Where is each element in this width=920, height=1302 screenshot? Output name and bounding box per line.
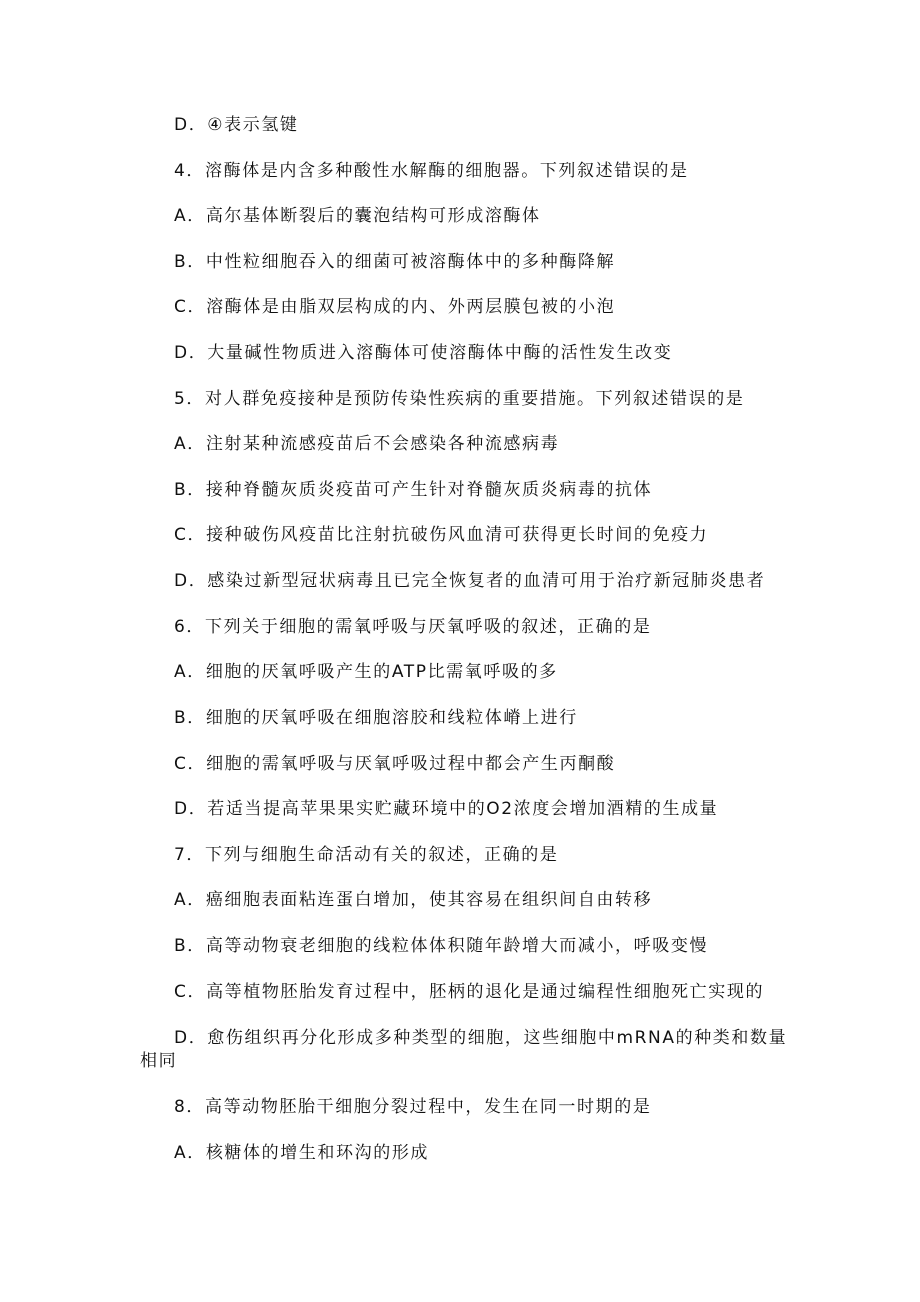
q7-option-a: A．癌细胞表面粘连蛋白增加，使其容易在组织间自由转移 — [174, 890, 653, 910]
q6-stem: 6．下列关于细胞的需氧呼吸与厌氧呼吸的叙述，正确的是 — [174, 617, 652, 637]
q4-stem: 4．溶酶体是内含多种酸性水解酶的细胞器。下列叙述错误的是 — [174, 161, 689, 181]
q4-option-a: A．高尔基体断裂后的囊泡结构可形成溶酶体 — [174, 206, 541, 226]
q6-option-d: D．若适当提高苹果果实贮藏环境中的O2浓度会增加酒精的生成量 — [174, 799, 719, 819]
q5-option-d: D．感染过新型冠状病毒且已完全恢复者的血清可用于治疗新冠肺炎患者 — [174, 571, 766, 591]
q7-option-d: D．愈伤组织再分化形成多种类型的细胞，这些细胞中mRNA的种类和数量 — [174, 1028, 788, 1048]
q4-option-d: D．大量碱性物质进入溶酶体可使溶酶体中酶的活性发生改变 — [174, 343, 673, 363]
q7-option-c: C．高等植物胚胎发育过程中，胚柄的退化是通过编程性细胞死亡实现的 — [174, 982, 765, 1002]
q7-option-d-continuation: 相同 — [140, 1051, 178, 1071]
q6-option-c: C．细胞的需氧呼吸与厌氧呼吸过程中都会产生丙酮酸 — [174, 754, 616, 774]
q6-option-b: B．细胞的厌氧呼吸在细胞溶胶和线粒体嵴上进行 — [174, 708, 578, 728]
q4-option-b: B．中性粒细胞吞入的细菌可被溶酶体中的多种酶降解 — [174, 252, 616, 272]
q5-option-c: C．接种破伤风疫苗比注射抗破伤风血清可获得更长时间的免疫力 — [174, 525, 709, 545]
q5-option-b: B．接种脊髓灰质炎疫苗可产生针对脊髓灰质炎病毒的抗体 — [174, 480, 653, 500]
q8-option-a: A．核糖体的增生和环沟的形成 — [174, 1143, 430, 1163]
q5-stem: 5．对人群免疫接种是预防传染性疾病的重要措施。下列叙述错误的是 — [174, 389, 745, 409]
q6-option-a: A．细胞的厌氧呼吸产生的ATP比需氧呼吸的多 — [174, 662, 558, 682]
q7-option-b: B．高等动物衰老细胞的线粒体体积随年龄增大而减小，呼吸变慢 — [174, 936, 709, 956]
q5-option-a: A．注射某种流感疫苗后不会感染各种流感病毒 — [174, 434, 560, 454]
q4-option-c: C．溶酶体是由脂双层构成的内、外两层膜包被的小泡 — [174, 297, 616, 317]
q8-stem: 8．高等动物胚胎干细胞分裂过程中，发生在同一时期的是 — [174, 1097, 652, 1117]
q3-option-d: D．④表示氢键 — [174, 115, 299, 135]
q7-stem: 7．下列与细胞生命活动有关的叙述，正确的是 — [174, 845, 559, 865]
